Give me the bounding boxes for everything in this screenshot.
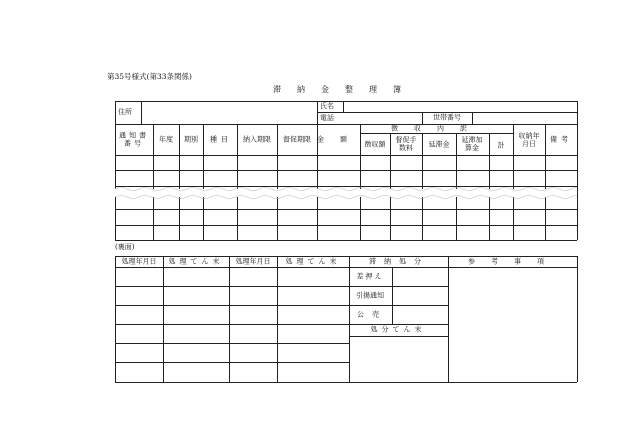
col-collected-amount: 徴収額 [364, 140, 386, 149]
col-collection-breakdown: 徴収内訳 [391, 124, 483, 133]
col-receipt-date: 収納年月日 [518, 131, 540, 148]
seizure-label: 差押え [356, 272, 384, 281]
address-label: 住所 [118, 108, 132, 116]
omission-break [115, 186, 577, 200]
back-col-processing-details-2: 処理てん末 [285, 257, 341, 266]
back-section-label: (裏面) [115, 243, 135, 251]
col-total: 計 [497, 141, 505, 150]
household-label: 世帯番号 [433, 113, 461, 122]
col-category: 種目 [210, 135, 232, 144]
col-fiscal-year: 年度 [159, 135, 173, 144]
page-title: 滞納金整理簿 [273, 85, 417, 94]
back-col-reference: 参考事項 [468, 257, 560, 266]
back-col-processing-details-1: 処理てん末 [168, 257, 224, 266]
back-col-processing-date-2: 処理年月日 [235, 257, 271, 266]
col-amount: 金額 [317, 135, 363, 144]
col-payment-deadline: 納入期限 [243, 135, 271, 144]
col-late-surcharge: 延滞加算金 [461, 135, 483, 152]
disposition-result-label: 処分てん末 [370, 325, 426, 334]
col-reminder-deadline: 督促期限 [283, 135, 311, 144]
demand-notice-label: 引揚通知 [356, 291, 384, 300]
col-remarks: 備考 [550, 135, 572, 144]
col-late-fee: 延滞金 [428, 140, 450, 149]
back-col-delinquency-action: 滞納処分 [369, 257, 429, 266]
col-reminder-fee: 督促手数料 [395, 135, 417, 152]
back-col-processing-date-1: 処理年月日 [121, 257, 157, 266]
col-notice-number: 通知書番号 [119, 131, 149, 148]
phone-label: 電話 [320, 114, 334, 122]
name-label: 氏名 [320, 102, 334, 110]
public-auction-label: 公売 [357, 310, 387, 319]
col-period: 期別 [184, 135, 198, 144]
form-number: 第35号様式(第33条関係) [107, 72, 192, 81]
